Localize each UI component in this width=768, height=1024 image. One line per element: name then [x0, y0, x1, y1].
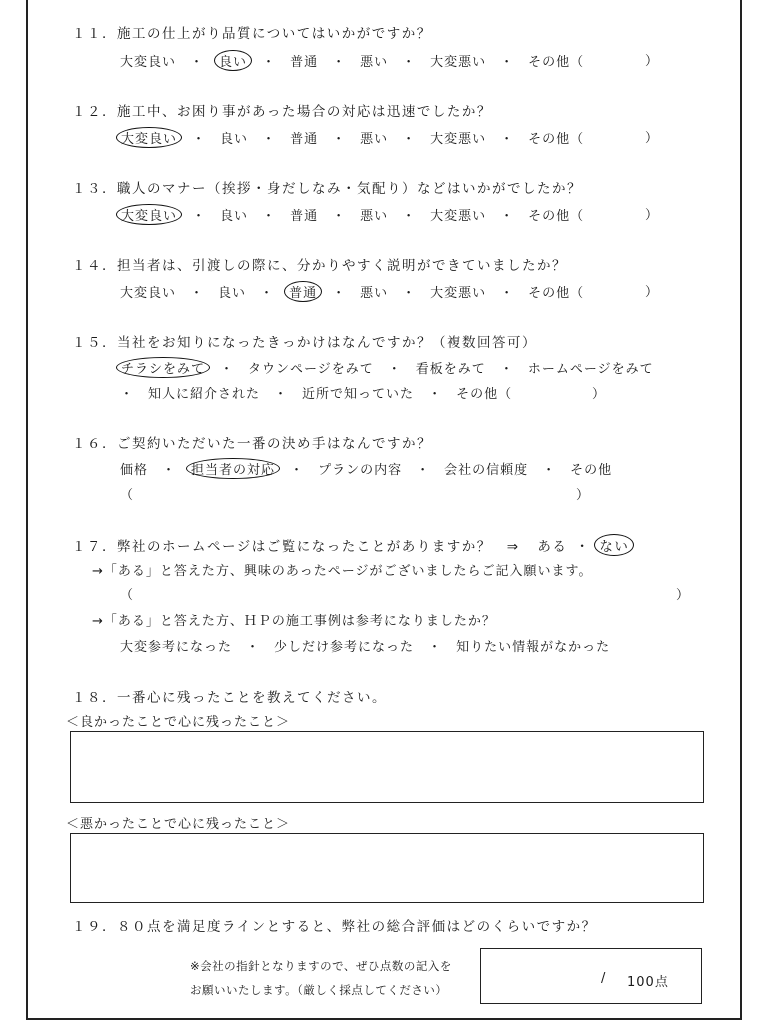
q11-opt-5[interactable]: 大変悪い — [430, 55, 487, 70]
q16-opt-plan[interactable]: プランの内容 — [318, 463, 403, 478]
q13-opt-2[interactable]: 良い — [220, 209, 249, 224]
q15-row1: チラシをみて ・ タウンページをみて ・ 看板をみて ・ ホームページをみて — [120, 357, 654, 378]
q16-opt-staff-selected[interactable]: 担当者の対応 — [186, 458, 280, 479]
q15-close: ） — [592, 387, 606, 402]
q14-opt-3-selected[interactable]: 普通 — [284, 281, 322, 302]
q19-score-slash: / — [601, 971, 606, 986]
q14-opt-5[interactable]: 大変悪い — [430, 286, 487, 301]
q19-score-max: 100点 — [627, 975, 669, 990]
q17-options: 大変参考になった ・ 少しだけ参考になった ・ 知りたい情報がなかった — [120, 640, 611, 655]
q11-question: １１．施工の仕上がり品質についてはいかがですか？ — [72, 26, 432, 42]
q13-options: 大変良い ・ 良い ・ 普通 ・ 悪い ・ 大変悪い ・ その他（ — [120, 204, 584, 225]
q16-close: ） — [576, 488, 590, 503]
q17-ans-no-selected[interactable]: ない — [594, 534, 634, 556]
q15-row2: ・ 知人に紹介された ・ 近所で知っていた ・ その他（ — [120, 387, 513, 402]
q12-opt-6[interactable]: その他（ — [528, 132, 585, 147]
q18-bad-textbox[interactable] — [70, 833, 704, 903]
q11-opt-6[interactable]: その他（ — [528, 55, 585, 70]
q13-opt-6[interactable]: その他（ — [528, 209, 585, 224]
q12-question: １２．施工中、お困り事があった場合の対応は迅速でしたか？ — [72, 104, 492, 120]
q12-options: 大変良い ・ 良い ・ 普通 ・ 悪い ・ 大変悪い ・ その他（ — [120, 127, 584, 148]
q14-question: １４．担当者は、引渡しの際に、分かりやすく説明ができていましたか？ — [72, 258, 567, 274]
q13-question: １３．職人のマナー（挨拶・身だしなみ・気配り）などはいかがでしたか？ — [72, 181, 582, 197]
q18-bad-label: ＜悪かったことで心に残ったこと＞ — [66, 817, 291, 832]
q14-opt-4[interactable]: 悪い — [360, 286, 389, 301]
q14-close: ） — [645, 285, 659, 300]
q12-opt-1-selected[interactable]: 大変良い — [116, 127, 182, 148]
q15-question: １５．当社をお知りになったきっかけはなんですか？（複数回答可） — [72, 335, 537, 351]
q17-opt-very[interactable]: 大変参考になった — [120, 640, 233, 655]
q17-ans-yes[interactable]: ある — [537, 539, 568, 555]
q17-follow1: →「ある」と答えた方、興味のあったページがございましたらご記入願います。 — [92, 564, 593, 579]
q19-note1: ※会社の指針となりますので、ぜひ点数の記入を — [190, 959, 452, 973]
q19-note2: お願いいたします。（厳しく採点してください） — [190, 983, 448, 997]
q19-question: １９．８０点を満足度ラインとすると、弊社の総合評価はどのくらいですか？ — [72, 919, 597, 935]
q11-opt-4[interactable]: 悪い — [360, 55, 389, 70]
q13-opt-4[interactable]: 悪い — [360, 209, 389, 224]
q17-close: ） — [676, 588, 690, 603]
q12-close: ） — [645, 131, 659, 146]
q12-opt-5[interactable]: 大変悪い — [430, 132, 487, 147]
q17-follow2: →「ある」と答えた方、ＨＰの施工事例は参考になりましたか？ — [92, 614, 496, 629]
q17-opt-little[interactable]: 少しだけ参考になった — [274, 640, 415, 655]
q18-good-label: ＜良かったことで心に残ったこと＞ — [66, 715, 291, 730]
q11-close: ） — [645, 54, 659, 69]
q13-opt-3[interactable]: 普通 — [290, 209, 319, 224]
q14-options: 大変良い ・ 良い ・ 普通 ・ 悪い ・ 大変悪い ・ その他（ — [120, 281, 584, 302]
q12-opt-4[interactable]: 悪い — [360, 132, 389, 147]
q18-good-textbox[interactable] — [70, 731, 704, 803]
q15-opt-other[interactable]: その他（ — [456, 387, 513, 402]
q15-opt-homepage[interactable]: ホームページをみて — [527, 362, 654, 377]
q15-opt-referral[interactable]: 知人に紹介された — [148, 387, 261, 402]
q16-open: （ — [120, 488, 134, 503]
q13-opt-5[interactable]: 大変悪い — [430, 209, 487, 224]
q14-opt-1[interactable]: 大変良い — [120, 286, 177, 301]
q13-close: ） — [645, 208, 659, 223]
q17-question-text: １７．弊社のホームページはご覧になったことがありますか？ ⇒ — [72, 539, 520, 555]
q14-opt-2[interactable]: 良い — [218, 286, 247, 301]
q15-opt-neighbor[interactable]: 近所で知っていた — [302, 387, 415, 402]
q17-question: １７．弊社のホームページはご覧になったことがありますか？ ⇒ ある ・ ない — [72, 534, 630, 556]
q13-opt-1-selected[interactable]: 大変良い — [116, 204, 182, 225]
q14-opt-6[interactable]: その他（ — [528, 286, 585, 301]
q11-opt-1[interactable]: 大変良い — [120, 55, 177, 70]
q16-opt-trust[interactable]: 会社の信頼度 — [444, 463, 529, 478]
q16-opt-price[interactable]: 価格 — [120, 463, 149, 478]
q15-opt-flyer-selected[interactable]: チラシをみて — [116, 357, 210, 378]
q12-opt-2[interactable]: 良い — [220, 132, 249, 147]
q17-open: （ — [120, 588, 134, 603]
q12-opt-3[interactable]: 普通 — [290, 132, 319, 147]
q15-opt-signboard[interactable]: 看板をみて — [415, 362, 486, 377]
q16-question: １６．ご契約いただいた一番の決め手はなんですか？ — [72, 436, 432, 452]
q18-question: １８．一番心に残ったことを教えてください。 — [72, 690, 387, 706]
q15-opt-townpage[interactable]: タウンページをみて — [248, 362, 374, 377]
q16-opt-other[interactable]: その他 — [570, 463, 613, 478]
q16-options: 価格 ・ 担当者の対応 ・ プランの内容 ・ 会社の信頼度 ・ その他 — [120, 458, 612, 479]
q11-opt-2-selected[interactable]: 良い — [214, 50, 252, 71]
q19-score-box[interactable] — [480, 948, 702, 1004]
q11-options: 大変良い ・ 良い ・ 普通 ・ 悪い ・ 大変悪い ・ その他（ — [120, 50, 584, 71]
q17-opt-none[interactable]: 知りたい情報がなかった — [456, 640, 611, 655]
q11-opt-3[interactable]: 普通 — [290, 55, 319, 70]
